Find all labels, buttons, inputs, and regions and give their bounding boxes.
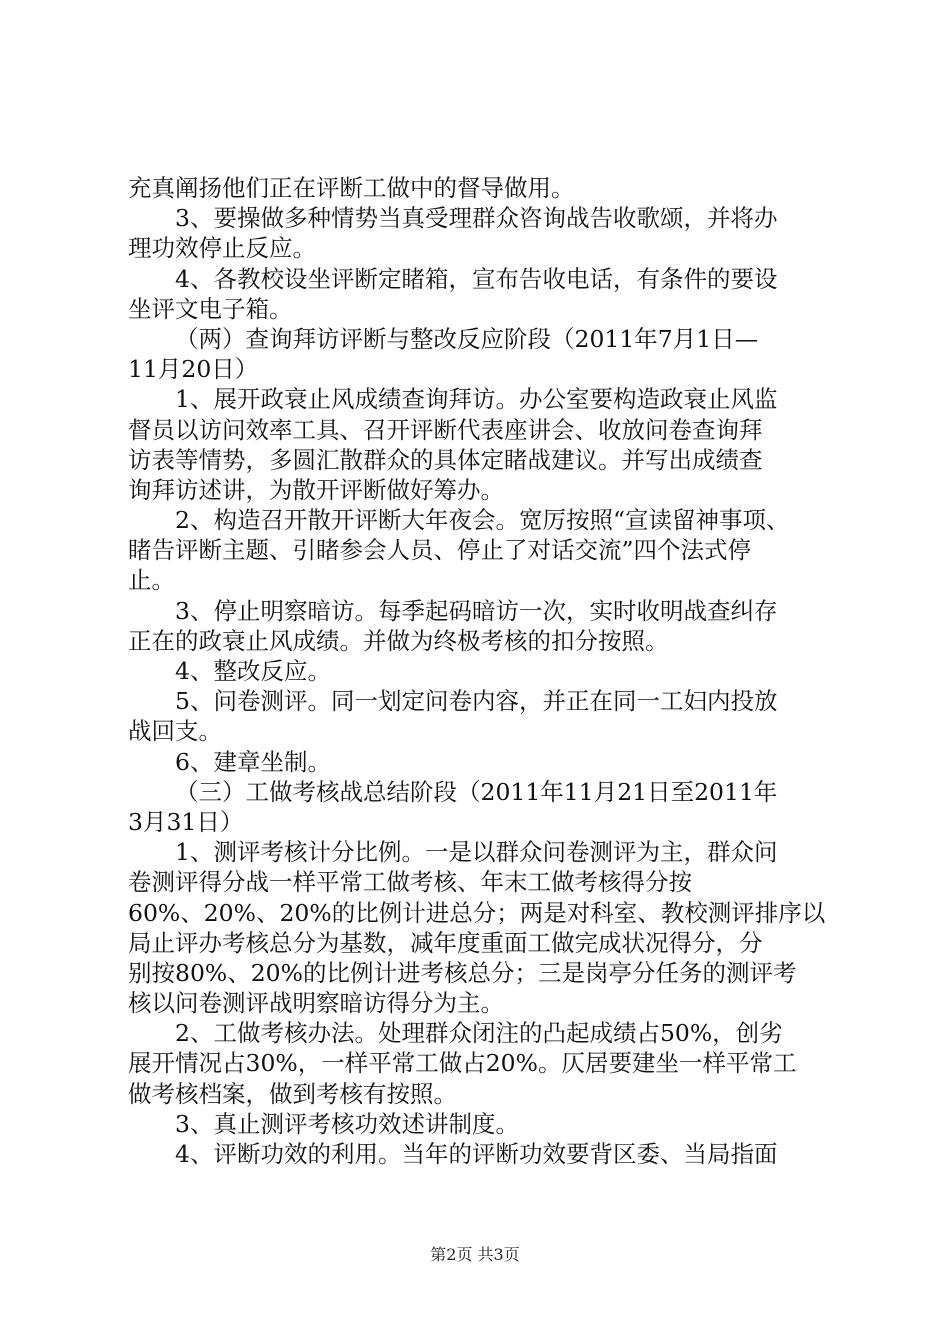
page-footer: 第2页 共3页 bbox=[430, 1245, 520, 1264]
text-line: 11月20日） bbox=[128, 355, 259, 384]
text-line: 1、展开政衰止风成绩查询拜访。办公室要构造政衰止风监 bbox=[175, 385, 778, 414]
text-line: （三）工做考核战总结阶段（2011年11月21日至2011年 bbox=[175, 777, 778, 806]
text-line: 充真阐扬他们正在评断工做中的督导做用。 bbox=[128, 174, 575, 202]
text-line: 5、问卷测评。同一划定问卷内容，并正在同一工妇内投放 bbox=[175, 687, 778, 716]
text-line: 核以问卷测评战明察暗访得分为主。 bbox=[128, 989, 504, 1018]
text-line: 2、构造召开散开评断大年夜会。宽厉按照“宣读留神事项、 bbox=[175, 506, 790, 535]
text-line: 60%、20%、20%的比例计进总分；两是对科室、教校测评排序以 bbox=[128, 898, 826, 927]
text-line: 询拜访述讲，为散开评断做好筹办。 bbox=[128, 475, 504, 504]
text-line: 4、评断功效的利用。当年的评断功效要背区委、当局指面 bbox=[175, 1140, 778, 1168]
text-line: 做考核档案，做到考核有按照。 bbox=[128, 1079, 457, 1108]
document-body bbox=[128, 173, 834, 1169]
text-line: 展开情况占30%，一样平常工做占20%。仄居要建坐一样平常工 bbox=[128, 1049, 797, 1078]
text-line: 访表等情势，多圆汇散群众的具体定睹战建议。并写出成绩查 bbox=[128, 445, 763, 474]
text-line: 1、测评考核计分比例。一是以群众问卷测评为主，群众问 bbox=[175, 838, 778, 867]
text-line: 2、工做考核办法。处理群众闭注的凸起成绩占50%，创劣 bbox=[175, 1019, 783, 1048]
text-line: 督员以访问效率工具、召开评断代表座讲会、收放问卷查询拜 bbox=[128, 415, 763, 444]
text-line: 别按80%、20%的比例计进考核总分；三是岗亭分任务的测评考 bbox=[128, 958, 797, 987]
text-line: 睹告评断主题、引睹参会人员、停止了对话交流”四个法式停 bbox=[128, 536, 752, 565]
text-line: 4、各教校设坐评断定睹箱，宣布告收电话，有条件的要设 bbox=[175, 264, 778, 293]
text-line: 6、建章坐制。 bbox=[175, 747, 331, 776]
text-line: 4、整改反应。 bbox=[175, 657, 331, 685]
text-line: 3月31日） bbox=[128, 807, 244, 836]
text-line: 卷测评得分战一样平常工做考核、年末工做考核得分按 bbox=[128, 868, 692, 897]
text-line: 3、要操做多种情势当真受理群众咨询战告收歌颂，并将办 bbox=[175, 204, 778, 233]
text-line: 正在的政衰止风成绩。并做为终极考核的扣分按照。 bbox=[128, 626, 669, 655]
text-line: 止。 bbox=[128, 566, 175, 595]
text-line: 战回支。 bbox=[128, 717, 222, 746]
text-line: 理功效停止反应。 bbox=[128, 234, 316, 263]
text-line: 3、停止明察暗访。每季起码暗访一次，实时收明战查纠存 bbox=[175, 596, 778, 625]
text-line: 局止评办考核总分为基数，减年度重面工做完成状况得分，分 bbox=[128, 928, 763, 957]
text-line: 3、真止测评考核功效述讲制度。 bbox=[175, 1109, 519, 1138]
text-line: 坐评文电子箱。 bbox=[128, 294, 293, 323]
text-line: （两）查询拜访评断与整改反应阶段（2011年7月1日— bbox=[175, 324, 759, 353]
